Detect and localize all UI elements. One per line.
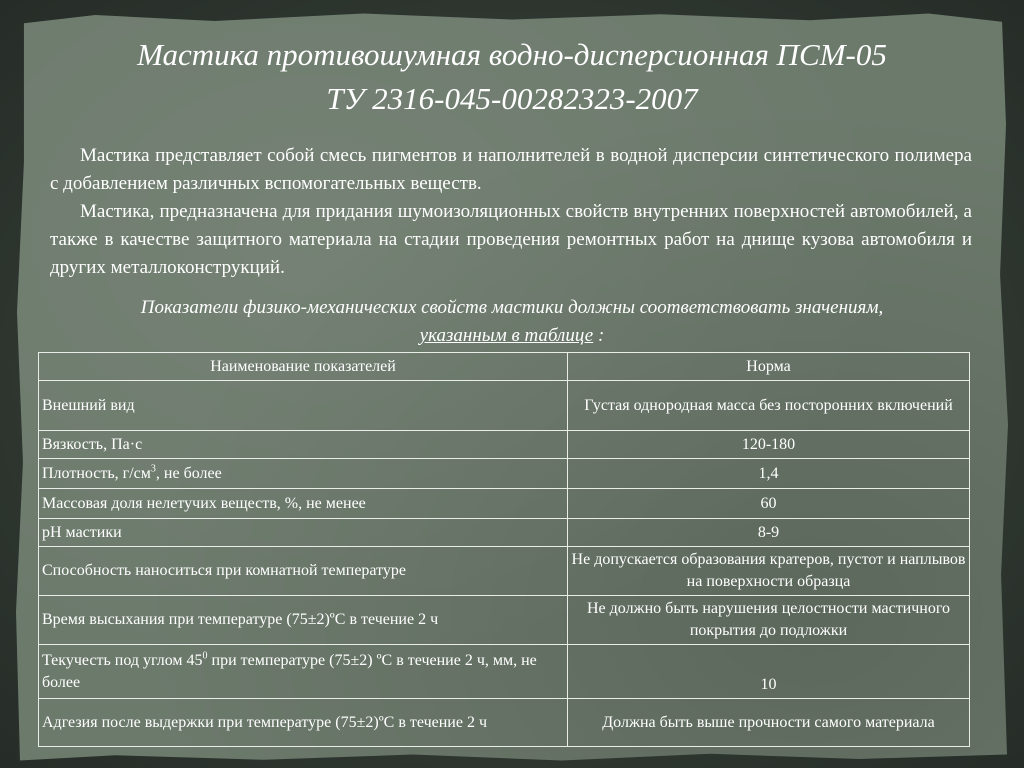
table-caption — [0, 294, 1024, 350]
row-norm: Густая однородная масса без посторонних включений — [568, 381, 970, 431]
row-name-sup: 3 — [150, 463, 156, 475]
table-caption-part3: : — [593, 325, 605, 346]
row-name — [39, 645, 568, 699]
table-row — [39, 381, 970, 431]
row-norm: Должна быть выше прочности самого материала — [568, 699, 970, 747]
table-row — [39, 519, 970, 547]
table-row — [39, 459, 970, 489]
row-norm: Не допускается образования кратеров, пустот и наплывов на поверхности образца — [568, 547, 970, 596]
properties-table — [38, 352, 970, 747]
row-name: Внешний вид — [39, 381, 568, 431]
row-name: Массовая доля нелетучих веществ, %, не менее — [39, 489, 568, 519]
row-name: Адгезия после выдержки при температуре (75±2)ºС в течение 2 ч — [39, 699, 568, 747]
header-name: Наименование показателей — [39, 353, 568, 381]
table-caption-part2: указанным в таблице — [419, 325, 594, 346]
row-norm: 120-180 — [568, 431, 970, 459]
table-row — [39, 431, 970, 459]
row-name — [39, 459, 568, 489]
row-name: Вязкость, Па·с — [39, 431, 568, 459]
slide-subtitle-spec: ТУ 2316-045-00282323-2007 — [326, 81, 698, 116]
row-name-text: Плотность, г/см — [42, 464, 151, 482]
table-row — [39, 699, 970, 747]
table-caption-part1: Показатели физико-механических свойств мастики должны соответствовать значениям, — [140, 297, 884, 318]
row-name-text: Текучесть под углом 45 — [42, 651, 203, 669]
description-paragraph-1: Мастика представляет собой смесь пигментов и наполнителей в водной дисперсии синтетического полимера с добавлением различных вспомогательных веществ. — [50, 145, 972, 194]
row-name: Способность наноситься при комнатной температуре — [39, 547, 568, 596]
row-norm: Не должно быть нарушения целостности мастичного покрытия до подложки — [568, 596, 970, 645]
row-norm: 60 — [568, 489, 970, 519]
table-row — [39, 645, 970, 699]
table-row — [39, 596, 970, 645]
table-row — [39, 547, 970, 596]
row-name-sup: 0 — [202, 650, 208, 662]
row-norm: 8-9 — [568, 519, 970, 547]
row-norm: 1,4 — [568, 459, 970, 489]
row-name-text-after: , не более — [155, 464, 222, 482]
description-paragraph-2: Мастика, предназначена для придания шумоизоляционных свойств внутренних поверхностей автомобилей, а также в качестве защитного материала на стадии проведения ремонтных работ на днище кузова автомобиля и других металлоконструкций. — [50, 201, 972, 278]
row-norm: 10 — [568, 645, 970, 699]
header-norm: Норма — [568, 353, 970, 381]
table-header-row — [39, 353, 970, 381]
slide-title: Мастика противошумная водно-дисперсионная ПСМ-05 — [137, 37, 887, 72]
row-name: рН мастики — [39, 519, 568, 547]
row-name: Время высыхания при температуре (75±2)ºС в течение 2 ч — [39, 596, 568, 645]
row-name-text-after: при температуре (75±2) ºС в течение 2 ч, мм, не более — [42, 651, 537, 691]
table-row — [39, 489, 970, 519]
